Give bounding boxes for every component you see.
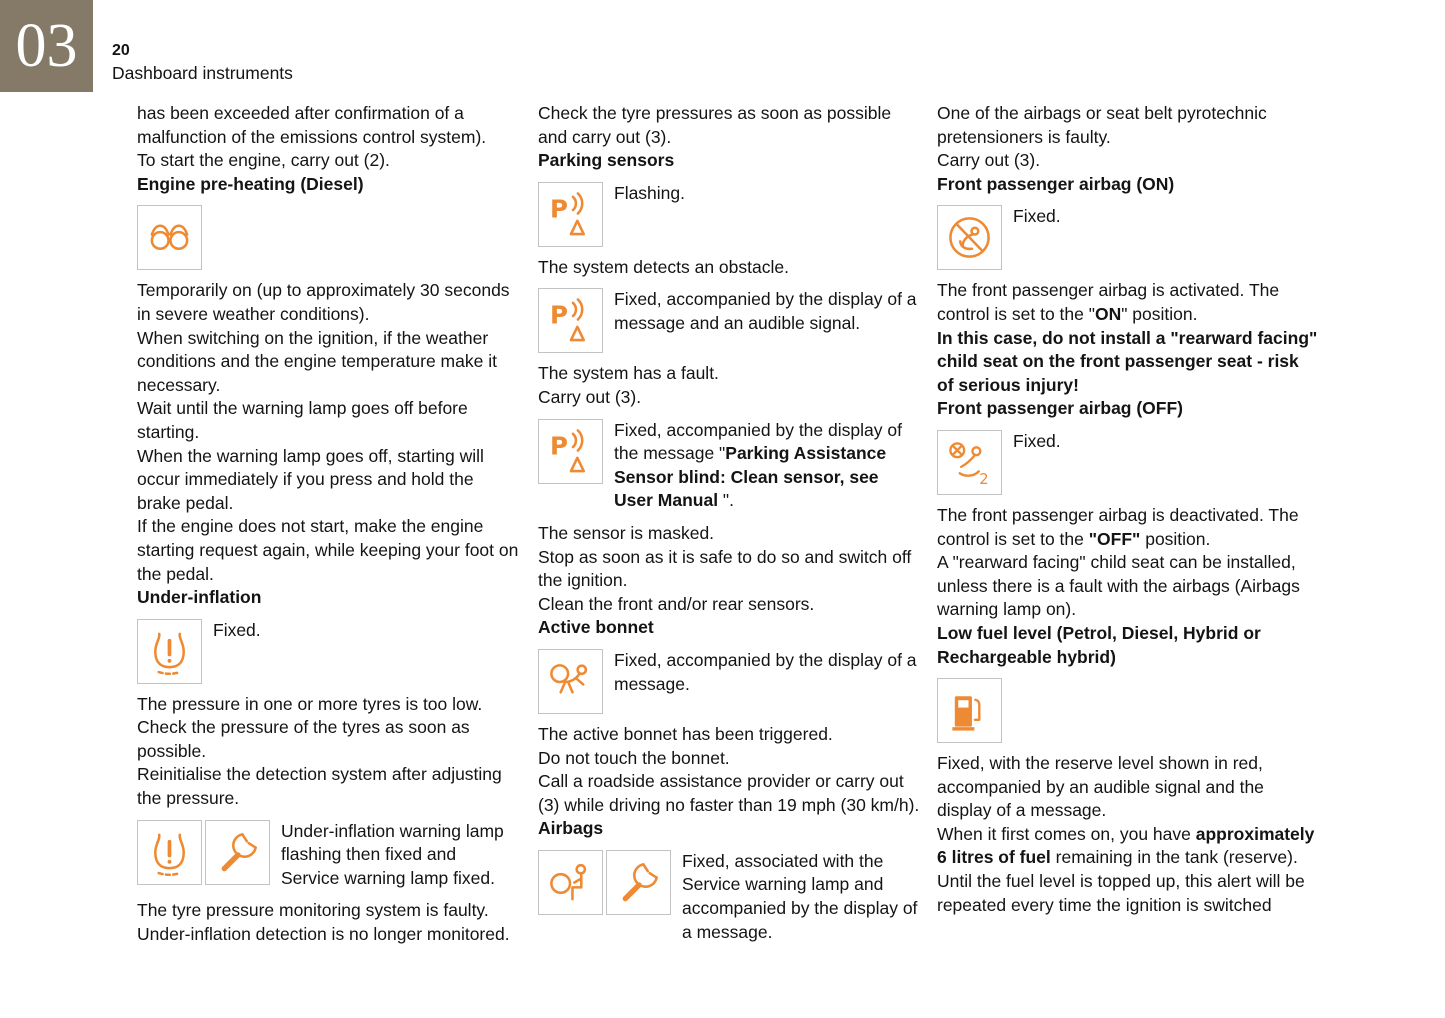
text-run: The front passenger airbag is deactivated. The control is set to the: [937, 504, 1299, 549]
low-fuel-lamp-row: [937, 678, 1319, 743]
text-run: " position.: [1121, 303, 1198, 324]
warning-paragraph: In this case, do not install a "rearward facing" child seat on the front passenger seat - risk of serious injury!: [937, 327, 1318, 395]
heading-under-inflation: Under-inflation: [137, 587, 262, 608]
paragraph: Wait until the warning lamp goes off before starting.: [137, 398, 468, 442]
paragraph: has been exceeded after confirmation of a malfunction of the emissions control system).: [137, 103, 487, 147]
column-2: [538, 102, 920, 953]
section-title: Dashboard instruments: [112, 63, 293, 83]
paragraph: To start the engine, carry out (2).: [137, 150, 390, 171]
paragraph: When switching on the ignition, if the weather conditions and the engine temperature make it necessary.: [137, 327, 497, 395]
glow-plug-icon: [137, 205, 202, 270]
text-run-bold: ON: [1094, 303, 1122, 324]
passenger-airbag-on-icon: [937, 205, 1002, 270]
chapter-number-badge: [0, 0, 93, 92]
heading-front-passenger-airbag-on: Front passenger airbag (ON): [937, 173, 1175, 194]
lamp-state-text: Fixed, accompanied by the display of a message and an audible signal.: [614, 289, 917, 333]
parking-sensor-icon: [538, 182, 603, 247]
paragraph: Clean the front and/or rear sensors.: [538, 593, 815, 614]
text-run: ".: [718, 490, 734, 511]
heading-airbags: Airbags: [538, 818, 604, 839]
lamp-state-text: [614, 419, 920, 513]
heading-front-passenger-airbag-off: Front passenger airbag (OFF): [937, 398, 1183, 419]
glow-plug-lamp-row: [137, 205, 519, 270]
active-bonnet-lamp-row: [538, 649, 920, 714]
lamp-state-text: Flashing.: [614, 182, 686, 203]
paragraph: [937, 823, 1319, 870]
paragraph: The system detects an obstacle.: [538, 256, 789, 277]
text-run: Fixed, accompanied by the display of the message ": [614, 419, 902, 464]
paragraph: [937, 279, 1319, 326]
under-inflation-icon: [137, 820, 202, 885]
heading-engine-preheating: Engine pre-heating (Diesel): [137, 173, 364, 194]
lamp-state-text: Fixed, associated with the Service warning lamp and accompanied by the display of a message.: [682, 850, 918, 942]
paragraph: If the engine does not start, make the engine starting request again, while keeping your foot on the pedal.: [137, 516, 519, 584]
text-run: When it first comes on, you have: [937, 823, 1196, 844]
passenger-airbag-on-lamp-row: [937, 205, 1319, 270]
paragraph: Stop as soon as it is safe to do so and switch off the ignition.: [538, 546, 912, 591]
page-number: 20: [112, 42, 130, 59]
heading-active-bonnet: Active bonnet: [538, 617, 654, 638]
paragraph: The tyre pressure monitoring system is faulty.: [137, 900, 489, 921]
paragraph: Do not touch the bonnet.: [538, 747, 730, 768]
text-run: remaining in the tank (reserve).: [1050, 847, 1298, 868]
parking-sensor-lamp-row: [538, 288, 920, 353]
text-run: The front passenger airbag is activated. The control is set to the ": [937, 280, 1280, 324]
paragraph: Carry out (3).: [538, 386, 642, 407]
lamp-state-text: Fixed.: [1013, 430, 1061, 451]
under-inflation-icon: [137, 619, 202, 684]
under-inflation-lamp-row: [137, 619, 519, 684]
paragraph: Fixed, with the reserve level shown in red, accompanied by an audible signal and the display of a message.: [937, 753, 1264, 821]
paragraph: The active bonnet has been triggered.: [538, 723, 833, 744]
paragraph: Check the tyre pressures as soon as possible and carry out (3).: [538, 103, 892, 147]
paragraph: The sensor is masked.: [538, 522, 715, 543]
column-1: [137, 102, 519, 947]
airbag-warning-icon: [538, 850, 603, 915]
paragraph: Until the fuel level is topped up, this alert will be repeated every time the ignition is switched: [937, 871, 1305, 915]
lamp-state-text: Fixed.: [1013, 206, 1061, 227]
text-run-bold: approximately 6 litres of fuel: [937, 823, 1315, 868]
lamp-state-text: Under-inflation warning lamp flashing then fixed and Service warning lamp fixed.: [281, 820, 504, 888]
paragraph: Reinitialise the detection system after adjusting the pressure.: [137, 764, 502, 809]
paragraph: One of the airbags or seat belt pyrotechnic pretensioners is faulty.: [937, 103, 1267, 147]
paragraph: The system has a fault.: [538, 363, 719, 384]
paragraph: Call a roadside assistance provider or carry out (3) while driving no faster than 19 mph (30 km/h).: [538, 771, 920, 815]
wrench-icon: [205, 820, 270, 885]
paragraph: When the warning lamp goes off, starting will occur immediately if you press and hold the brake pedal.: [137, 445, 484, 513]
heading-low-fuel-level: Low fuel level (Petrol, Diesel, Hybrid or Rechargeable hybrid): [937, 622, 1261, 667]
fuel-pump-icon: [937, 678, 1002, 743]
paragraph: Under-inflation detection is no longer monitored.: [137, 924, 510, 945]
airbags-service-lamp-row: [538, 850, 920, 944]
lamp-state-text: Fixed, accompanied by the display of a message.: [614, 649, 917, 694]
lamp-state-text: Fixed.: [213, 619, 261, 640]
paragraph: The pressure in one or more tyres is too low.: [137, 693, 483, 714]
active-bonnet-icon: [538, 649, 603, 714]
wrench-icon: [606, 850, 671, 915]
passenger-airbag-off-lamp-row: [937, 430, 1319, 495]
paragraph: Carry out (3).: [937, 150, 1041, 171]
heading-parking-sensors: Parking sensors: [538, 150, 675, 171]
paragraph: Temporarily on (up to approximately 30 seconds in severe weather conditions).: [137, 280, 510, 324]
chapter-number: 03: [15, 12, 78, 80]
paragraph: A "rearward facing" child seat can be installed, unless there is a fault with the airbags (Airbags warning lamp on).: [937, 552, 1300, 620]
parking-sensor-icon: [538, 288, 603, 353]
under-inflation-service-lamp-row: [137, 820, 519, 891]
parking-sensor-lamp-row: [538, 182, 920, 247]
text-run-bold: "OFF": [1088, 528, 1141, 549]
parking-sensor-icon: [538, 419, 603, 484]
paragraph: Check the pressure of the tyres as soon as possible.: [137, 717, 470, 761]
text-run: position.: [1140, 528, 1211, 549]
paragraph: [937, 504, 1319, 551]
column-3: [937, 102, 1319, 917]
parking-sensor-lamp-row: [538, 419, 920, 513]
passenger-airbag-off-icon: [937, 430, 1002, 495]
text-run-bold: Parking Assistance Sensor blind: Clean sensor, see User Manual: [614, 443, 887, 511]
